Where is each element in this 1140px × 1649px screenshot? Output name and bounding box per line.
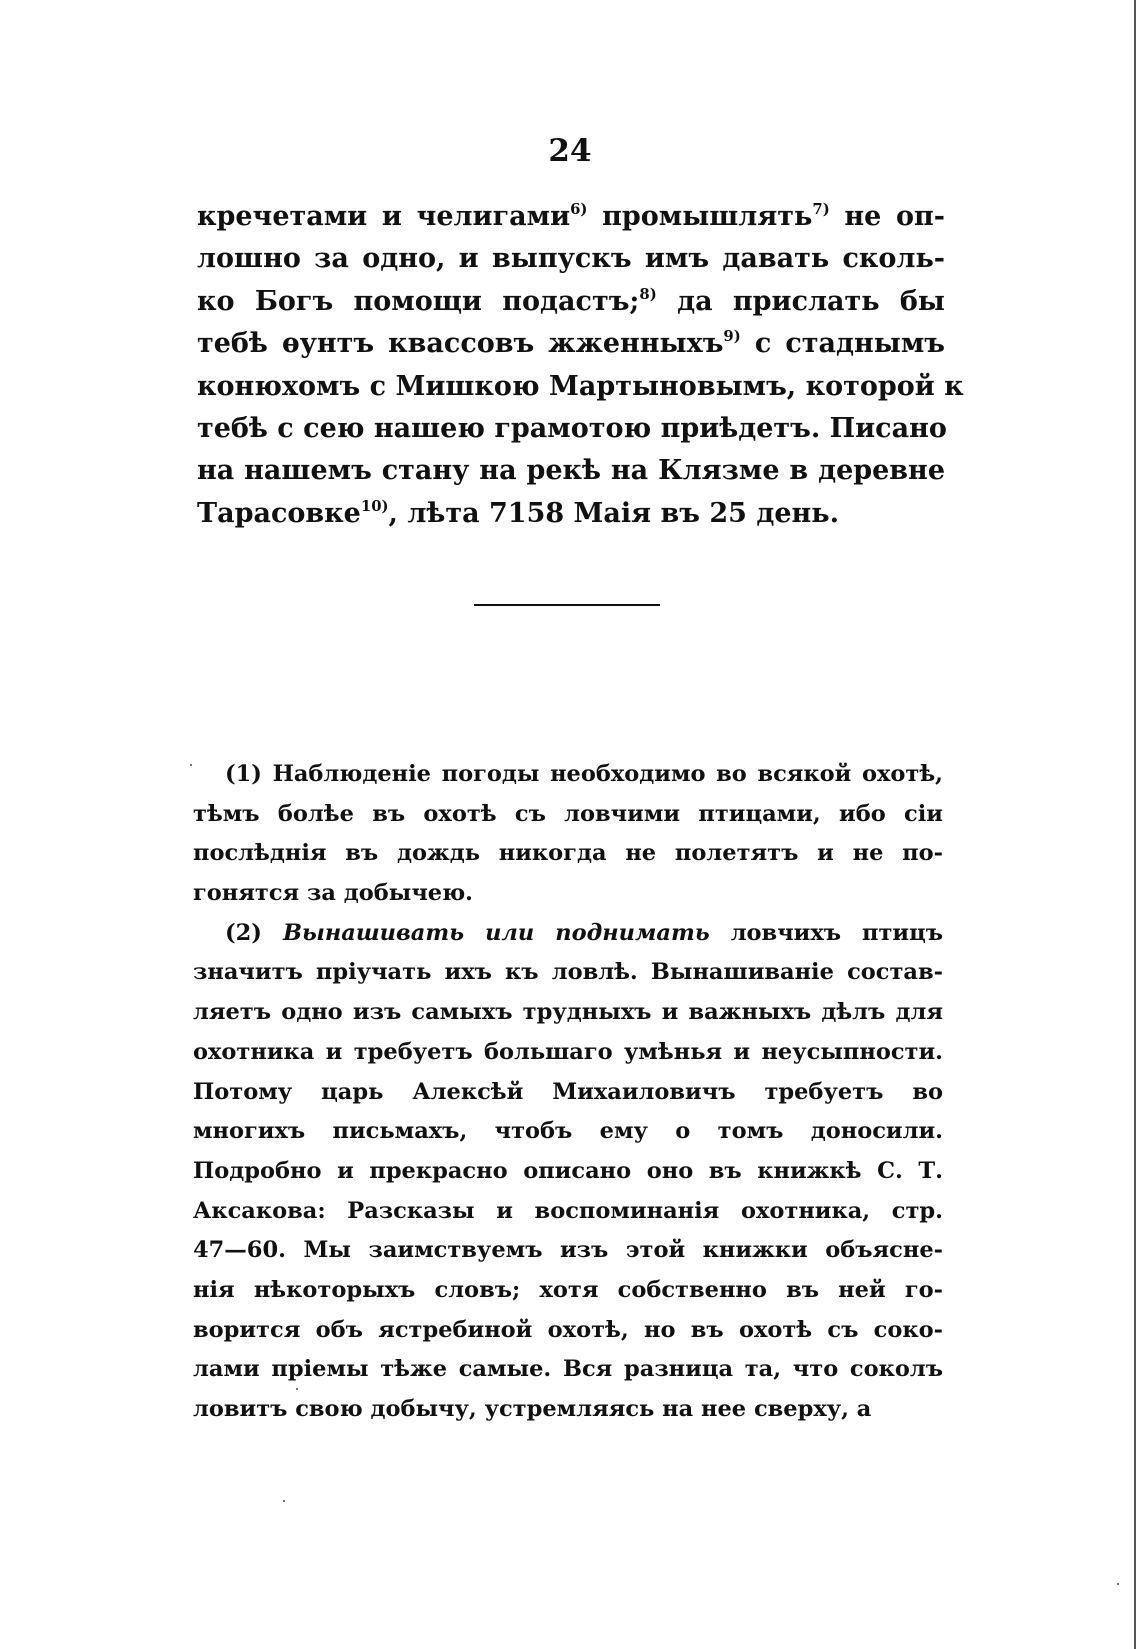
footnote-1-line: послѣднія въ дождь никогда не полетятъ и не по- <box>193 840 943 867</box>
main-text-line: тебѣ ѳунтъ квассовъ жженныхъ$^{9)}$ с стаднымъ <box>197 327 945 360</box>
scan-speck <box>283 1500 285 1502</box>
footnote-2-line: Потому царь Алексѣй Михаиловичъ требуетъ во <box>193 1078 943 1105</box>
main-text-line: тебѣ с сею нашею грамотою приѣдетъ. Писано <box>197 412 947 444</box>
footnote-2-line: ловитъ свою добычу, устремляясь на нее сверху, а <box>193 1396 872 1422</box>
footnote-2-line: 47—60. Мы заимствуемъ изъ этой книжки объясне- <box>193 1237 943 1264</box>
footnote-2-line: Подробно и прекрасно описано оно въ книжкѣ С. Т. <box>193 1157 943 1184</box>
scan-speck <box>190 764 192 766</box>
footnote-ref[interactable]: 10) <box>360 496 389 515</box>
main-text-line: лошно за одно, и выпускъ имъ давать сколь- <box>197 243 945 275</box>
footnote-2-line: ляетъ одно изъ самыхъ трудныхъ и важныхъ дѣлъ для <box>193 999 943 1026</box>
footnote-2-line: ворится объ ястребиной охотѣ, но въ охотѣ съ соко- <box>193 1316 943 1343</box>
page-edge-shadow <box>1134 0 1136 1649</box>
footnote-1-line: гонятся за добычею. <box>193 880 474 907</box>
footnote-2-line: значитъ пріучать ихъ къ ловлѣ. Вынашиваніе состав- <box>193 959 943 986</box>
main-text-line: Тарасовке$^{10)}$, лѣта 7158 Маія въ 25 день. <box>197 496 840 529</box>
main-text-line: конюхомъ с Мишкою Мартыновымъ, которой к <box>197 370 964 402</box>
page-number: 24 <box>548 133 592 169</box>
footnote-ref[interactable]: 9) <box>723 327 741 346</box>
footnote-2-line: лами пріемы тѣже самые. Вся разница та, что соколъ <box>193 1356 943 1383</box>
footnote-2-line: многихъ письмахъ, чтобъ ему о томъ доносили. <box>193 1118 943 1145</box>
footnote-2-line: нія нѣкоторыхъ словъ; хотя собственно въ ней го- <box>193 1276 943 1303</box>
footnote-2-line: Аксакова: Разсказы и воспоминанія охотника, стр. <box>193 1197 943 1224</box>
footnote-ref[interactable]: 6) <box>570 199 588 218</box>
footnotes <box>193 755 943 1430</box>
footnote-1-line: (1) Наблюденіе погоды необходимо во всякой охотѣ, <box>225 761 943 787</box>
term-vynashivat: Вынашивать <box>282 919 465 946</box>
footnote-ref[interactable]: 7) <box>812 199 830 218</box>
main-text <box>197 196 964 535</box>
footnote-2-line: (2) Вынашивать или поднимать ловчихъ птицъ <box>225 919 944 946</box>
section-divider <box>474 604 660 606</box>
footnote-ref[interactable]: 8) <box>639 284 657 303</box>
main-text-line: на нашемъ стану на рекѣ на Клязме в деревне <box>197 455 945 487</box>
main-text-line: кречетами и челигами$^{6)}$ промышлять$^{7)}$ не оп- <box>197 199 945 232</box>
term-podnimat: поднимать <box>555 919 710 946</box>
footnote-1-line: тѣмъ болѣе въ охотѣ съ ловчими птицами, ибо сіи <box>193 800 943 827</box>
scan-speck <box>1117 1583 1119 1585</box>
main-text-line: ко Богъ помощи подастъ;$^{8)}$ да прислать бы <box>197 284 945 317</box>
footnote-2-line: охотника и требуетъ большаго умѣнья и неусыпности. <box>193 1038 943 1065</box>
scan-speck <box>296 1388 298 1390</box>
